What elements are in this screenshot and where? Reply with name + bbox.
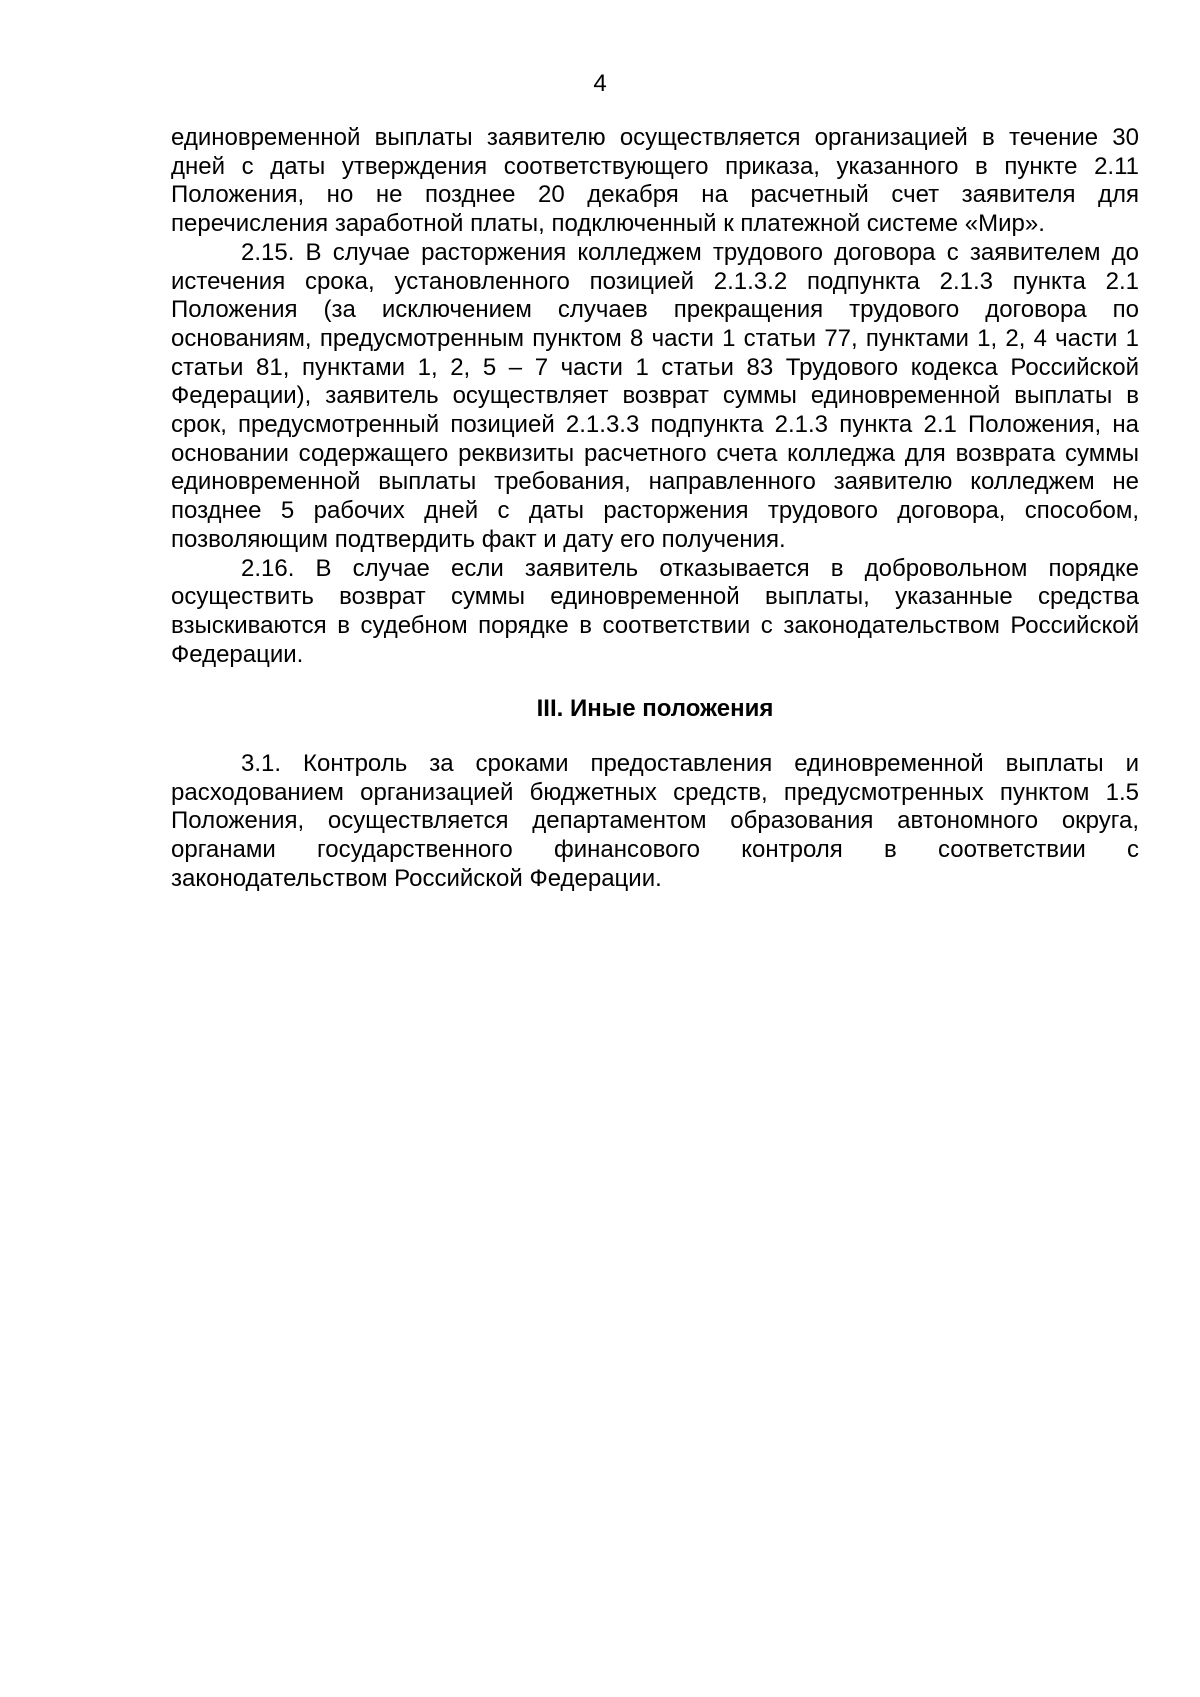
- section-heading: III. Иные положения: [536, 695, 774, 723]
- document-body: [171, 124, 1139, 894]
- paragraph-2-16: 2.16. В случае если заявитель отказывается в добровольном порядке осуществить возврат суммы единовременной выплаты, указанные средства взыскиваются в судебном порядке в соответствии с законодательством Российской Федерации.: [171, 554, 1139, 668]
- page-number: 4: [593, 70, 607, 97]
- paragraph-2-15: 2.15. В случае расторжения колледжем трудового договора с заявителем до истечения срока, установленного позицией 2.1.3.2 подпункта 2.1.3 пункта 2.1 Положения (за исключением случаев прекращения трудового договора по основаниям, предусмотренным пунктом 8 части 1 статьи 77, пунктами 1, 2, 4 части 1 статьи 81, пунктами 1, 2, 5 – 7 части 1 статьи 83 Трудового кодекса Российской Федерации), заявитель осуществляет возврат суммы единовременной выплаты в срок, предусмотренный позицией 2.1.3.3 подпункта 2.1.3 пункта 2.1 Положения, на основании содержащего реквизиты расчетного счета колледжа для возврата суммы единовременной выплаты требования, направленного заявителю колледжем не позднее 5 рабочих дней с даты расторжения трудового договора, способом, позволяющим подтвердить факт и дату его получения.: [171, 238, 1139, 553]
- paragraph-3-1: 3.1. Контроль за сроками предоставления единовременной выплаты и расходованием организацией бюджетных средств, предусмотренных пунктом 1.5 Положения, осуществляется департаментом образования автономного округа, органами государственного финансового контроля в соответствии с законодательством Российской Федерации.: [171, 750, 1139, 892]
- paragraph-continuation: единовременной выплаты заявителю осуществляется организацией в течение 30 дней с даты утверждения соответствующего приказа, указанного в пункте 2.11 Положения, но не позднее 20 декабря на расчетный счет заявителя для перечисления заработной платы, подключенный к платежной системе «Мир».: [171, 124, 1139, 238]
